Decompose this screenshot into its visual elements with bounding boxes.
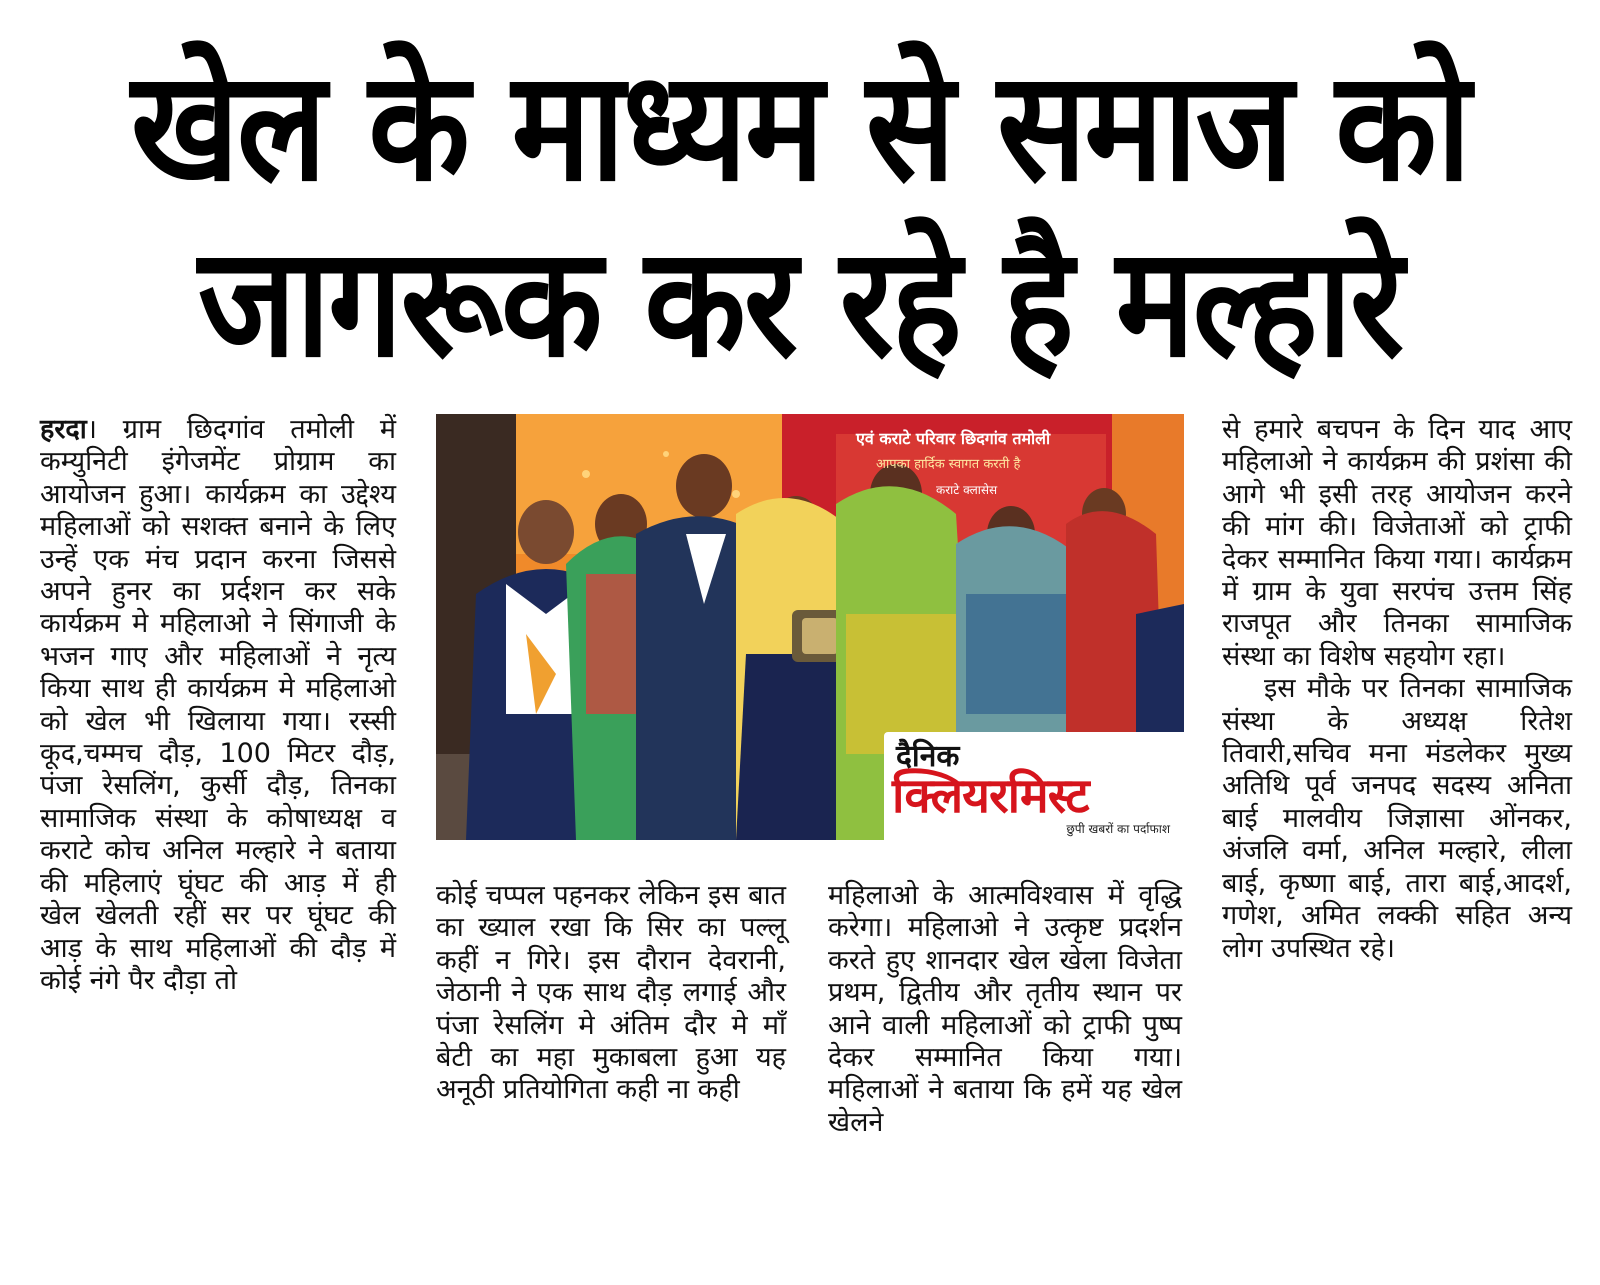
banner-line-3: कराटे क्लासेस (936, 483, 998, 497)
column-4-para-1: से हमारे बचपन के दिन याद आए महिलाओ ने कार्यक्रम की प्रशंसा की आगे भी इसी तरह आयोजन करने की मांग की। विजेताओं को ट्राफी देकर सम्मानित किया गया। कार्यक्रम में ग्राम के युवा सरपंच उत्तम सिंह राजपूत और तिनका सामाजिक संस्था का विशेष सहयोग रहा। (1222, 414, 1572, 672)
logo-tagline: छुपी खबरों का पर्दाफाश (1066, 822, 1170, 836)
logo-large-text: क्लियरमिस्ट (892, 768, 1089, 824)
newspaper-logo (884, 732, 1184, 840)
article-column-4 (1222, 414, 1572, 965)
article-column-1 (40, 414, 396, 997)
column-2-text: कोई चप्पल पहनकर लेकिन इस बात का ख्याल रखा कि सिर का पल्लू कहीं न गिरे। इस दौरान देवरानी, जेठानी ने एक साथ दौड़ लगाई और पंजा रेसलिंग मे अंतिम दौर मे माँ बेटी का महा मुकाबला हुआ यह अनूठी प्रतियोगिता कही ना कही (436, 880, 786, 1106)
headline-line-1: खेल के माध्यम से समाज को (131, 38, 1469, 216)
column-4-para-2: इस मौके पर तिनका सामाजिक संस्था के अध्यक्ष रितेश तिवारी,सचिव मना मंडलेकर मुख्य अतिथि पूर्व जनपद सदस्य अनिता बाई मालवीय जिज्ञासा ओंनकर, अंजलि वर्मा, अनिल मल्हारे, लीला बाई, कृष्णा बाई, तारा बाई,आदर्श, गणेश, अमित लक्की सहित अन्य लोग उपस्थित रहे। (1222, 673, 1572, 964)
banner-line-2: आपका हार्दिक स्वागत करती है (876, 457, 1021, 472)
column-3-text: महिलाओ के आत्मविश्वास में वृद्धि करेगा। महिलाओ ने उत्कृष्ट प्रदर्शन करते हुए शानदार खेल खेला विजेता प्रथम, द्वितीय और तृतीय स्थान पर आने वाली महिलाओं को ट्राफी पुष्प देकर सम्मानित किया गया। महिलाओं ने बताया कि हमें यह खेल खेलने (828, 880, 1182, 1138)
dateline: हरदा (40, 414, 87, 445)
headline-line-2: जागरूक कर रहे है मल्हारे (198, 214, 1402, 392)
article-column-3 (828, 880, 1182, 1139)
logo-small-text: दैनिक (896, 739, 960, 774)
article-column-2 (436, 880, 786, 1107)
banner-line-1: एवं कराटे परिवार छिदगांव तमोली (856, 429, 1051, 448)
column-1-text: । ग्राम छिदगांव तमोली में कम्युनिटी इंगेजमेंट प्रोग्राम का आयोजन हुआ। कार्यक्रम का उद्देश्य महिलाओं को सशक्त बनाने के लिए उन्हें एक मंच प्रदान करना जिससे अपने हुनर का प्रर्दशन कर सके कार्यक्रम मे महिलाओ ने सिंगाजी के भजन गाए और महिलाओं ने नृत्य किया साथ ही कार्यक्रम मे महिलाओ को खेल भी खिलाया गया। रस्सी कूद,चम्मच दौड़, 100 मिटर दौड़, पंजा रेसलिंग, कुर्सी दौड़, तिनका सामाजिक संस्था के कोषाध्यक्ष व कराटे कोच अनिल मल्हारे ने बताया की महिलाएं घूंघट की आड़ में ही खेल खेलती रहीं सर पर घूंघट की आड़ के साथ महिलाओं की दौड़ में कोई नंगे पैर दौड़ा तो (40, 414, 396, 996)
